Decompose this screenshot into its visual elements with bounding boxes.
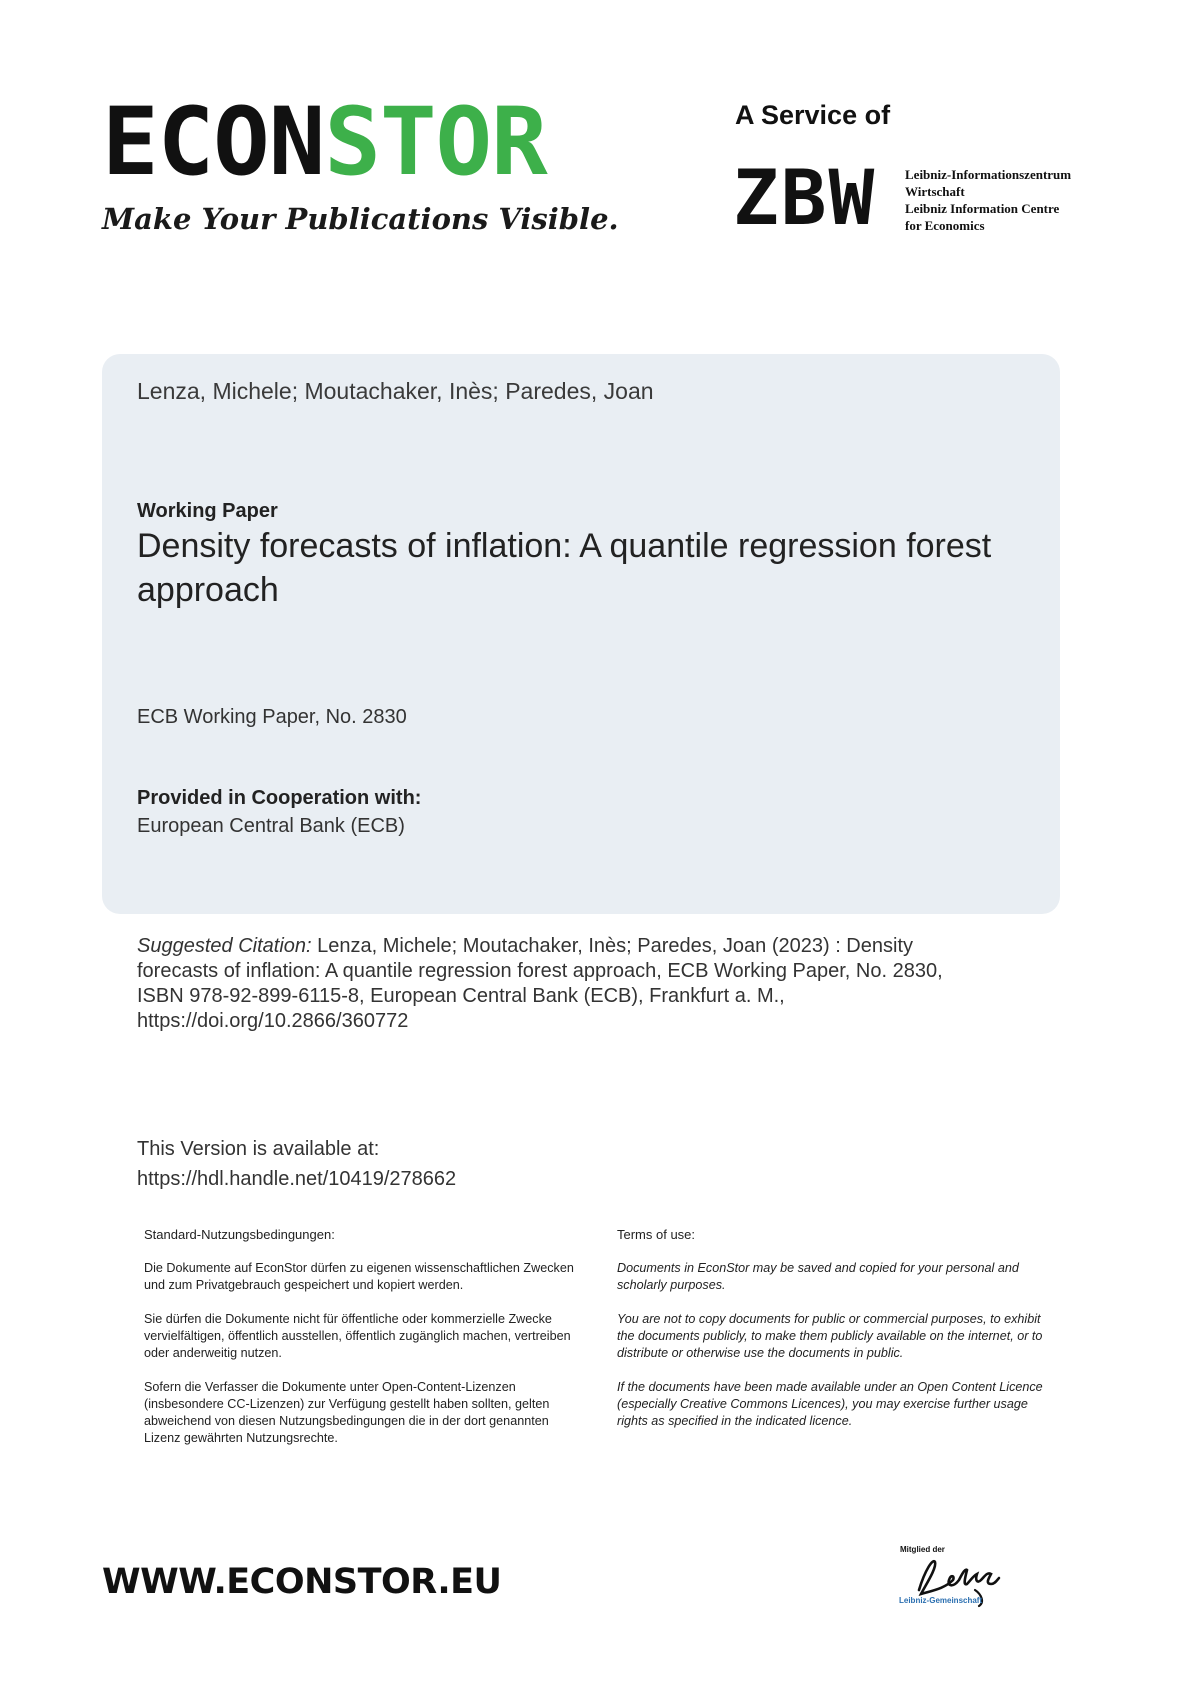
terms-german-paragraph: Sofern die Verfasser die Dokumente unter Open-Content-Lizenzen (insbesondere CC-Lizenzen) zur Verfügung gestellt haben sollten, gelten abweichend von diesen Nutzungsbedingungen die in der dort genannten Lizenz gewährten Nutzungsrechte.	[144, 1380, 550, 1445]
econstor-tagline: Make Your Publications Visible.	[102, 202, 619, 236]
terms-english-paragraph: If the documents have been made available under an Open Content Licence (especially Creative Commons Licences), you may exercise further usage rights as specified in the indicated licence.	[617, 1380, 1043, 1428]
service-of-label: A Service of	[735, 100, 891, 130]
terms-german	[144, 1226, 576, 1464]
terms-german-paragraph: Die Dokumente auf EconStor dürfen zu eigenen wissenschaftlichen Zwecken und zum Privatgebrauch gespeichert und kopiert werden.	[144, 1261, 574, 1292]
series-info: ECB Working Paper, No. 2830	[137, 706, 407, 728]
authors: Lenza, Michele; Moutachaker, Inès; Paredes, Joan	[137, 378, 654, 404]
cooperation-label: Provided in Cooperation with:	[137, 787, 422, 809]
econstor-logo-part2: STOR	[324, 88, 547, 197]
terms-english-paragraph: Documents in EconStor may be saved and copied for your personal and scholarly purposes.	[617, 1261, 1019, 1292]
version-label: This Version is available at:	[137, 1138, 380, 1160]
terms-english	[617, 1226, 1049, 1447]
terms-english-heading: Terms of use:	[617, 1227, 696, 1242]
zbw-line: for Economics	[905, 218, 985, 233]
cooperation-institution: European Central Bank (ECB)	[137, 815, 405, 837]
citation-lead: Suggested Citation:	[137, 935, 312, 957]
terms-english-paragraph: You are not to copy documents for public or commercial purposes, to exhibit the documents publicly, to make them publicly available on the internet, or to distribute or otherwise use the documents in public.	[617, 1312, 1043, 1360]
zbw-line: Leibniz-Informationszentrum	[905, 167, 1072, 182]
leibniz-member-label: Mitglied der	[900, 1545, 945, 1554]
suggested-citation	[137, 934, 977, 1034]
zbw-line: Wirtschaft	[905, 184, 965, 199]
econstor-logo	[102, 88, 547, 197]
leibniz-association-label: Leibniz-Gemeinschaft	[899, 1596, 983, 1605]
terms-german-heading: Standard-Nutzungsbedingungen:	[144, 1227, 335, 1242]
version-link[interactable]: https://hdl.handle.net/10419/278662	[137, 1168, 457, 1190]
document-type: Working Paper	[137, 500, 278, 522]
econstor-website-link[interactable]: WWW.ECONSTOR.EU	[102, 1562, 502, 1602]
zbw-logo: ZBW	[733, 153, 877, 242]
document-title: Density forecasts of inflation: A quantile regression forest approach	[137, 527, 992, 609]
citation-text[interactable]: Lenza, Michele; Moutachaker, Inès; Paredes, Joan (2023) : Density forecasts of inflation: A quantile regression forest approach, ECB Working Paper, No. 2830, ISBN 978-92-899-6115-8, European Central Bank (ECB), Frankfurt a. M., https://doi.org/10.2866/360772	[137, 935, 943, 1032]
zbw-line: Leibniz Information Centre	[905, 201, 1060, 216]
zbw-description	[905, 166, 1071, 234]
terms-german-paragraph: Sie dürfen die Dokumente nicht für öffentliche oder kommerzielle Zwecke vervielfältigen, öffentlich ausstellen, öffentlich zugänglich machen, vertreiben oder anderweitig nutzen.	[144, 1312, 571, 1360]
econstor-logo-part1: ECON	[102, 88, 325, 197]
